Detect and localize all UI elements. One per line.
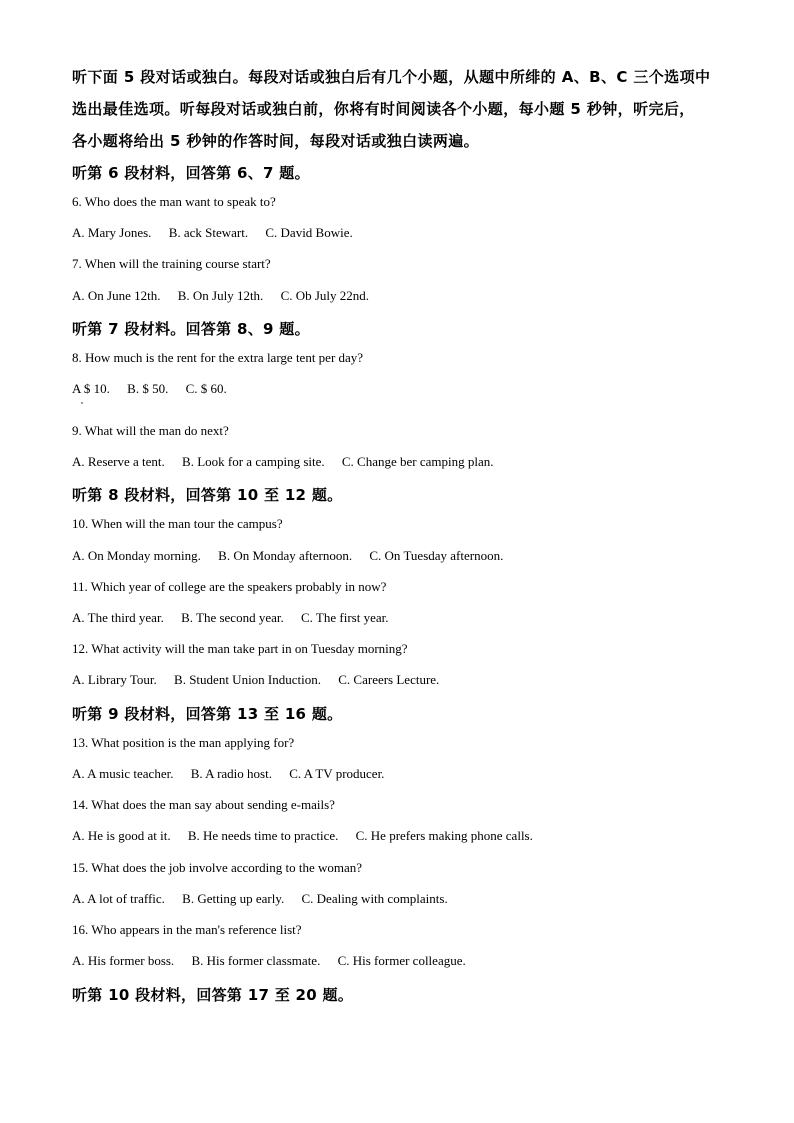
option-b: B. On July 12th. (177, 288, 264, 303)
question-options (72, 891, 448, 907)
option-c: C. $ 60. (185, 381, 227, 396)
question-text: 16. Who appears in the man's reference list? (72, 922, 302, 937)
section-heading: 听第 7 段材料。回答第 8、9 题。 (72, 320, 310, 338)
question-options (72, 610, 388, 626)
option-b: B. A radio host. (190, 766, 272, 781)
question-text: 11. Which year of college are the speakers probably in now? (72, 579, 387, 594)
section-heading: 听第 6 段材料，回答第 6、7 题。 (72, 164, 310, 182)
option-b: B. Look for a camping site. (182, 454, 325, 469)
stray-mark (81, 402, 83, 404)
question-text: 10. When will the man tour the campus? (72, 516, 283, 531)
question-text: 13. What position is the man applying for? (72, 735, 295, 750)
question-options (72, 672, 439, 688)
question-text: 15. What does the job involve according to the woman? (72, 860, 363, 875)
option-b: B. Student Union Induction. (174, 672, 321, 687)
question-options (72, 766, 384, 782)
option-c: C. He prefers making phone calls. (355, 828, 533, 843)
question-text: 9. What will the man do next? (72, 423, 229, 438)
option-c: C. A TV producer. (289, 766, 385, 781)
option-a: A. Mary Jones. (72, 225, 152, 240)
section-heading: 听第 8 段材料，回答第 10 至 12 题。 (72, 486, 343, 504)
option-a: A. A music teacher. (72, 766, 174, 781)
question-options (72, 225, 353, 241)
option-b: B. Getting up early. (182, 891, 285, 906)
question-options (72, 548, 503, 564)
option-b: B. He needs time to practice. (187, 828, 339, 843)
option-a: A. He is good at it. (72, 828, 171, 843)
option-c: C. Change ber camping plan. (341, 454, 494, 469)
intro-line-3: 各小题将给出 5 秒钟的作答时间，每段对话或独白读两遍。 (72, 132, 480, 150)
option-c: C. David Bowie. (265, 225, 353, 240)
intro-line-2: 选出最佳选项。听每段对话或独白前，你将有时间阅读各个小题，每小题 5 秒钟，听完后， (72, 100, 695, 118)
option-c: C. On Tuesday afternoon. (369, 548, 504, 563)
option-b: B. The second year. (181, 610, 284, 625)
option-c: C. Careers Lecture. (338, 672, 440, 687)
question-text: 12. What activity will the man take part in on Tuesday morning? (72, 641, 408, 656)
option-a: A. Reserve a tent. (72, 454, 165, 469)
option-b: B. His former classmate. (191, 953, 321, 968)
question-options (72, 288, 369, 304)
option-a: A. Library Tour. (72, 672, 157, 687)
option-a: A. His former boss. (72, 953, 175, 968)
question-text: 6. Who does the man want to speak to? (72, 194, 276, 209)
option-a: A. A lot of traffic. (72, 891, 165, 906)
section-heading: 听第 10 段材料，回答第 17 至 20 题。 (72, 986, 354, 1004)
question-text: 8. How much is the rent for the extra large tent per day? (72, 350, 364, 365)
question-text: 14. What does the man say about sending e-mails? (72, 797, 335, 812)
option-a: A. The third year. (72, 610, 164, 625)
section-heading: 听第 9 段材料，回答第 13 至 16 题。 (72, 705, 343, 723)
question-options (72, 381, 227, 397)
option-c: C. The first year. (300, 610, 389, 625)
intro-line-1: 听下面 5 段对话或独白。每段对话或独白后有几个小题，从题中所绯的 A、B、C 三个选项中 (72, 68, 711, 86)
option-a: A. On June 12th. (72, 288, 161, 303)
option-c: C. His former colleague. (337, 953, 466, 968)
question-options (72, 454, 494, 470)
option-c: C. Ob July 22nd. (280, 288, 370, 303)
option-c: C. Dealing with complaints. (301, 891, 448, 906)
question-options (72, 828, 533, 844)
option-b: B. On Monday afternoon. (218, 548, 353, 563)
option-a: A. On Monday morning. (72, 548, 201, 563)
option-a: A $ 10. (72, 381, 110, 396)
option-b: B. ack Stewart. (168, 225, 249, 240)
option-b: B. $ 50. (127, 381, 169, 396)
question-options (72, 953, 466, 969)
question-text: 7. When will the training course start? (72, 256, 271, 271)
